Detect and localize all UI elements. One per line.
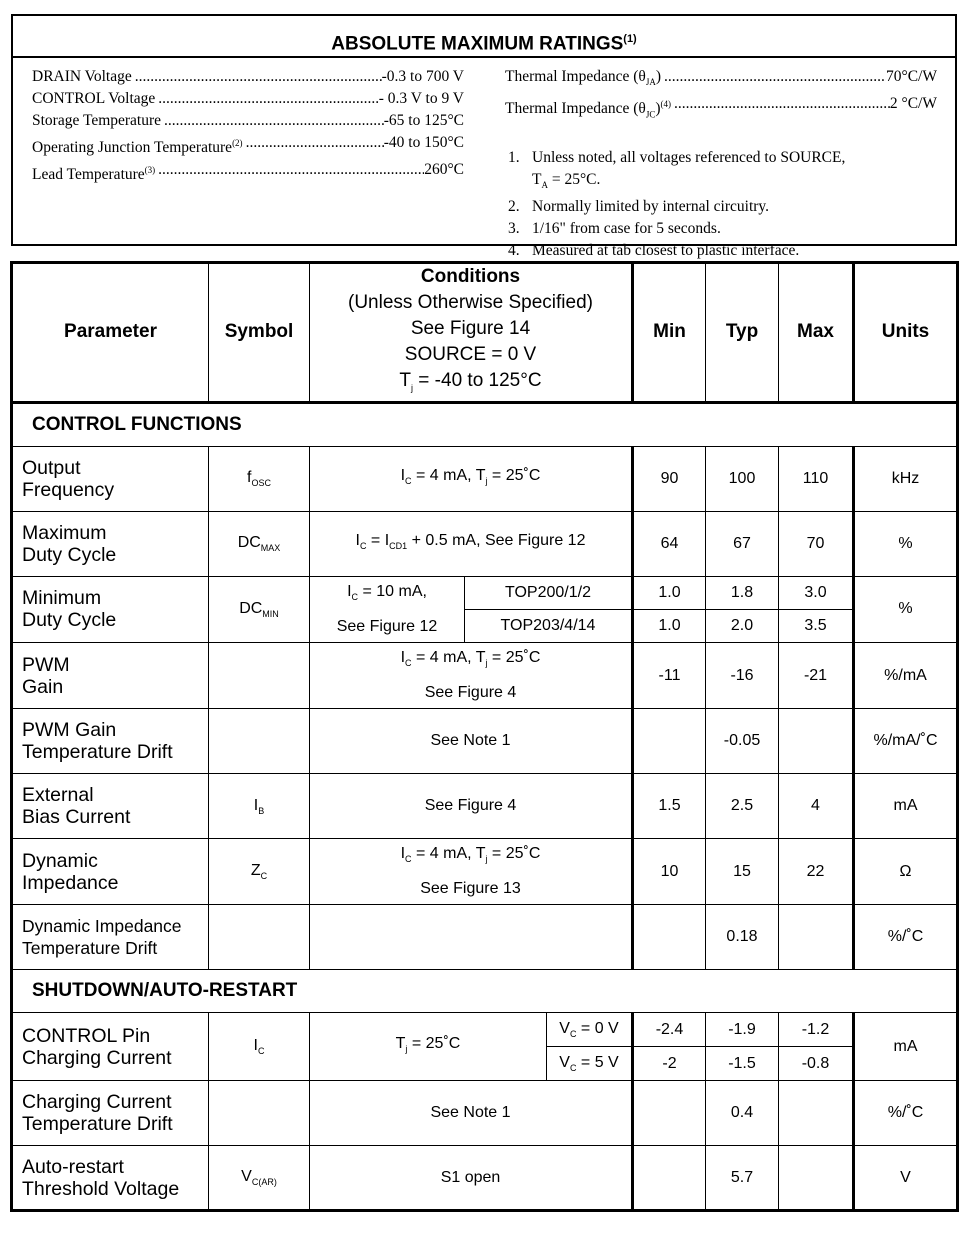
max-value: 4 xyxy=(779,774,854,839)
text: I xyxy=(253,796,259,814)
condition-line xyxy=(310,839,631,874)
rating-footnote-ref: (2) xyxy=(232,138,243,148)
units: %/˚C xyxy=(854,905,958,970)
condition-line xyxy=(310,678,631,708)
text: T xyxy=(532,171,542,189)
rating-item xyxy=(32,132,464,159)
text: Normally limited by internal circuitry. xyxy=(532,198,770,216)
text: ) xyxy=(655,100,661,118)
condition xyxy=(310,446,633,511)
text: I xyxy=(400,467,406,485)
typ-value: 0.4 xyxy=(706,1081,779,1146)
subscript: B xyxy=(258,805,265,816)
rating-value: -40 to 150°C xyxy=(383,134,464,151)
header-max: Max xyxy=(779,263,854,403)
condition-line xyxy=(310,577,464,612)
text: = 25°C. xyxy=(547,171,601,189)
rating-footnote-ref: (4) xyxy=(660,99,672,110)
text: + 0.5 mA, See Figure 12 xyxy=(407,532,586,550)
text: See Note 1 xyxy=(430,1104,511,1122)
min-value: 10 xyxy=(633,839,706,905)
text: = 4 mA, T xyxy=(411,648,486,666)
condition-line xyxy=(310,1163,631,1193)
units: %/mA xyxy=(854,642,958,708)
symbol xyxy=(209,642,310,708)
header-conditions-line xyxy=(310,316,631,342)
footnote xyxy=(505,240,937,262)
footnote-line xyxy=(532,218,721,240)
subscript: CD1 xyxy=(389,541,408,552)
units: %/mA/˚C xyxy=(854,709,958,774)
text: = 5 V xyxy=(576,1054,619,1072)
header-conditions xyxy=(310,263,633,403)
condition-line xyxy=(310,874,631,904)
parameter-line: Temperature Drift xyxy=(22,741,173,764)
text: TOP203/4/14 xyxy=(500,616,596,634)
rating-footnote-ref: (3) xyxy=(144,165,156,176)
min-value xyxy=(633,1081,706,1146)
table-row xyxy=(12,1146,958,1211)
footnote-text xyxy=(532,240,799,262)
text: f xyxy=(247,469,252,487)
typ-value: 2.5 xyxy=(706,774,779,839)
ratings-notes xyxy=(505,147,937,262)
parameter-name xyxy=(12,511,209,576)
parameter-name xyxy=(12,905,209,970)
subscript: C xyxy=(569,1063,577,1074)
rating-value: 260°C xyxy=(424,161,464,179)
min-value: 1.5 xyxy=(633,774,706,839)
parameter-line: External xyxy=(22,784,94,807)
min-value: -2.4 xyxy=(633,1013,706,1047)
max-value: 3.5 xyxy=(779,609,854,642)
subscript: C xyxy=(405,854,412,865)
text: See Figure 13 xyxy=(420,880,521,898)
rating-item xyxy=(32,110,464,132)
header-conditions-line xyxy=(310,368,631,401)
subscript: j xyxy=(485,658,488,669)
footnote-line xyxy=(532,169,845,196)
text: See Figure 4 xyxy=(424,797,517,815)
dot-leader xyxy=(671,93,890,125)
parameter-name xyxy=(12,446,209,511)
max-value xyxy=(779,1081,854,1146)
parameter-name xyxy=(12,1081,209,1146)
sub-condition xyxy=(465,576,633,609)
symbol xyxy=(209,709,310,774)
symbol xyxy=(209,576,310,642)
condition-line xyxy=(310,526,631,561)
text: I xyxy=(400,648,406,666)
footnote-line xyxy=(532,147,845,169)
parameter-line: Duty Cycle xyxy=(22,543,117,566)
units: % xyxy=(854,576,958,642)
parameter-name xyxy=(12,839,209,905)
dot-leader xyxy=(155,88,378,110)
text: = I xyxy=(366,532,390,550)
table-row xyxy=(12,709,958,774)
max-value: 3.0 xyxy=(779,576,854,609)
max-value xyxy=(779,709,854,774)
typ-value: 100 xyxy=(706,446,779,511)
footnote xyxy=(505,218,937,240)
subscript: C xyxy=(260,871,268,882)
typ-value: 5.7 xyxy=(706,1146,779,1211)
sub-condition xyxy=(547,1013,633,1047)
parameter-name xyxy=(12,774,209,839)
section-heading: CONTROL FUNCTIONS xyxy=(12,402,958,446)
footnote-line xyxy=(532,196,769,218)
parameter-line: Output xyxy=(22,456,81,479)
section-heading: SHUTDOWN/AUTO-RESTART xyxy=(12,970,958,1013)
table-header-row xyxy=(12,263,958,403)
table-row xyxy=(12,839,958,905)
min-value xyxy=(633,905,706,970)
subscript: j xyxy=(485,476,488,487)
parameter-name xyxy=(12,576,209,642)
subscript: JC xyxy=(645,109,656,120)
units: %/˚C xyxy=(854,1081,958,1146)
header-min: Min xyxy=(633,263,706,403)
parameter-line: Minimum xyxy=(22,587,102,610)
symbol xyxy=(209,446,310,511)
max-value: -1.2 xyxy=(779,1013,854,1047)
condition xyxy=(310,642,633,708)
min-value: 1.0 xyxy=(633,576,706,609)
text: = -40 to 125°C xyxy=(413,370,542,391)
symbol xyxy=(209,511,310,576)
footnote-line xyxy=(532,240,799,262)
parameter-line: Impedance xyxy=(22,871,119,894)
units: kHz xyxy=(854,446,958,511)
subscript: j xyxy=(411,382,414,393)
subscript: MIN xyxy=(262,608,279,619)
subscript: C xyxy=(569,1029,577,1040)
footnote xyxy=(505,196,937,218)
parameter-line: Bias Current xyxy=(22,806,131,829)
parameter-line: CONTROL Pin xyxy=(22,1024,151,1047)
text: T xyxy=(399,370,412,391)
text: See Note 1 xyxy=(430,732,511,750)
condition xyxy=(310,839,633,905)
header-typ: Typ xyxy=(706,263,779,403)
condition xyxy=(310,511,633,576)
parameter-name xyxy=(12,709,209,774)
rating-value: -0.3 to 700 V xyxy=(381,68,464,85)
rating-value: - 0.3 V to 9 V xyxy=(378,90,464,107)
text: DC xyxy=(237,534,261,552)
condition xyxy=(310,1013,547,1081)
text: V xyxy=(559,1020,570,1038)
absolute-maximum-ratings-box xyxy=(11,14,957,260)
parameter-line: Temperature Drift xyxy=(22,1113,173,1136)
header-conditions-line xyxy=(310,342,631,368)
max-value xyxy=(779,905,854,970)
max-value: 22 xyxy=(779,839,854,905)
max-value: 70 xyxy=(779,511,854,576)
table-row xyxy=(12,1013,958,1047)
min-value: 90 xyxy=(633,446,706,511)
text: = 25˚C xyxy=(487,648,541,666)
rating-value: 2 °C/W xyxy=(889,95,937,113)
footnote-number: 2. xyxy=(508,198,520,216)
text: Thermal Impedance (θ xyxy=(505,100,646,118)
subscript: OSC xyxy=(251,478,271,489)
dot-leader xyxy=(661,66,886,93)
dot-leader xyxy=(155,159,424,186)
subscript: C xyxy=(405,658,412,669)
subscript: C(AR) xyxy=(251,1177,277,1188)
ratings-right-column xyxy=(505,66,937,262)
text: I xyxy=(400,845,406,863)
text: See Figure 4 xyxy=(424,684,517,702)
header-parameter: Parameter xyxy=(12,263,209,403)
units: V xyxy=(854,1146,958,1211)
condition xyxy=(310,774,633,839)
condition xyxy=(310,1081,633,1146)
text: I xyxy=(355,532,360,550)
min-value xyxy=(633,709,706,774)
parameter-line: Charging Current xyxy=(22,1091,172,1114)
header-units: Units xyxy=(854,263,958,403)
text: DC xyxy=(239,599,263,617)
text: = 25˚C xyxy=(487,845,541,863)
rating-label: Storage Temperature xyxy=(32,112,162,129)
parameter-line: Threshold Voltage xyxy=(22,1177,180,1200)
units: Ω xyxy=(854,839,958,905)
symbol xyxy=(209,774,310,839)
footnote xyxy=(505,147,937,196)
text: 1/16" from case for 5 seconds. xyxy=(532,220,721,238)
text: = 0 V xyxy=(576,1020,619,1038)
text: S1 open xyxy=(440,1168,501,1186)
units: mA xyxy=(854,774,958,839)
symbol xyxy=(209,1081,310,1146)
text: = 10 mA, xyxy=(358,582,427,600)
dot-leader xyxy=(132,66,382,88)
parameter-line: PWM Gain xyxy=(22,719,117,742)
ratings-title-note: (1) xyxy=(623,33,637,45)
header-conditions-line xyxy=(310,290,631,316)
section-row xyxy=(12,402,958,446)
footnote-text xyxy=(532,196,769,218)
ratings-title-text: ABSOLUTE MAXIMUM RATINGS xyxy=(331,33,624,55)
table-row xyxy=(12,511,958,576)
footnote-number: 3. xyxy=(508,220,520,238)
parameter-name xyxy=(12,1146,209,1211)
subscript: C xyxy=(405,476,412,487)
text: See Figure 14 xyxy=(410,318,531,339)
condition-line xyxy=(310,643,631,678)
footnote-text xyxy=(532,218,721,240)
max-value: 110 xyxy=(779,446,854,511)
max-value: -21 xyxy=(779,642,854,708)
symbol xyxy=(209,839,310,905)
condition xyxy=(310,709,633,774)
parameter-line: Maximum xyxy=(22,521,107,544)
rating-item xyxy=(32,66,464,88)
table-row xyxy=(12,576,958,609)
units: % xyxy=(854,511,958,576)
ratings-left-column xyxy=(32,66,464,186)
subscript: j xyxy=(405,1044,408,1055)
condition-line xyxy=(310,791,631,821)
typ-value: 15 xyxy=(706,839,779,905)
typ-value: 0.18 xyxy=(706,905,779,970)
sub-condition xyxy=(465,609,633,642)
symbol xyxy=(209,905,310,970)
header-symbol: Symbol xyxy=(209,263,310,403)
rating-item xyxy=(32,88,464,110)
subscript: JA xyxy=(645,77,656,88)
parameter-line: Duty Cycle xyxy=(22,609,117,632)
parameter-line: Frequency xyxy=(22,478,115,501)
rating-label: Operating Junction Temperature$^{(2)}$ xyxy=(32,138,243,157)
parameter-line: PWM xyxy=(22,653,70,676)
table-row xyxy=(12,1081,958,1146)
parameter-name xyxy=(12,1013,209,1081)
condition-line xyxy=(310,1098,631,1128)
parameter-line: Temperature Drift xyxy=(22,938,158,959)
text: Thermal Impedance (θ xyxy=(505,68,646,85)
parameter-line: Gain xyxy=(22,675,64,698)
max-value xyxy=(779,1146,854,1211)
typ-value: 2.0 xyxy=(706,609,779,642)
text: = 25˚C xyxy=(487,467,541,485)
rating-item xyxy=(505,66,937,93)
table-row xyxy=(12,446,958,511)
text: Unless noted, all voltages referenced to SOURCE, xyxy=(532,149,846,167)
typ-value: 67 xyxy=(706,511,779,576)
rating-label xyxy=(505,93,671,125)
footnote-number: 4. xyxy=(508,242,520,260)
condition-line xyxy=(310,461,631,496)
condition xyxy=(310,1146,633,1211)
typ-value: -1.9 xyxy=(706,1013,779,1047)
rating-value: -65 to 125°C xyxy=(383,112,464,129)
subscript: C xyxy=(257,1046,265,1057)
symbol xyxy=(209,1013,310,1081)
rating-item xyxy=(32,159,464,186)
text: Measured at tab closest to plastic interface. xyxy=(532,242,800,260)
max-value: -0.8 xyxy=(779,1047,854,1081)
table-row xyxy=(12,905,958,970)
parameter-line: Dynamic Impedance xyxy=(22,916,182,937)
subscript: C xyxy=(351,591,359,602)
parameter-line: Charging Current xyxy=(22,1046,172,1069)
condition-line xyxy=(310,1029,546,1064)
typ-value: -0.05 xyxy=(706,709,779,774)
table-row xyxy=(12,642,958,708)
rating-label: DRAIN Voltage xyxy=(32,68,132,85)
text: See Figure 12 xyxy=(336,617,438,635)
text: = 4 mA, T xyxy=(411,467,486,485)
rating-label xyxy=(505,66,661,93)
footnote-number: 1. xyxy=(508,149,520,167)
min-value xyxy=(633,1146,706,1211)
min-value: -11 xyxy=(633,642,706,708)
subscript: C xyxy=(359,541,367,552)
units: mA xyxy=(854,1013,958,1081)
min-value: 64 xyxy=(633,511,706,576)
sub-condition xyxy=(547,1047,633,1081)
text: I xyxy=(253,1037,258,1055)
rating-item xyxy=(505,93,937,125)
subscript: A xyxy=(541,180,548,191)
footnote-text xyxy=(532,147,845,196)
rating-label: Lead Temperature$^{(3)}$ xyxy=(32,165,156,184)
text: TOP200/1/2 xyxy=(505,583,591,601)
text: Z xyxy=(250,862,261,880)
subscript: j xyxy=(485,854,488,865)
min-value: -2 xyxy=(633,1047,706,1081)
parameter-line: Auto-restart xyxy=(22,1155,124,1178)
text: V xyxy=(559,1054,570,1072)
dot-leader xyxy=(161,110,384,132)
text: ) xyxy=(655,68,662,85)
text: I xyxy=(347,582,352,600)
condition-line xyxy=(310,726,631,756)
header-conditions-title: Conditions xyxy=(420,266,521,287)
parameter-name xyxy=(12,642,209,708)
section-row xyxy=(12,970,958,1013)
condition xyxy=(310,905,633,970)
text: T xyxy=(395,1035,406,1053)
ratings-title xyxy=(13,16,955,58)
condition-line xyxy=(310,612,464,642)
typ-value: -1.5 xyxy=(706,1047,779,1081)
typ-value: 1.8 xyxy=(706,576,779,609)
table-row xyxy=(12,774,958,839)
rating-value: 70°C/W xyxy=(886,68,937,85)
rating-label: CONTROL Voltage xyxy=(32,90,156,107)
symbol xyxy=(209,1146,310,1211)
parameter-line: Dynamic xyxy=(22,849,98,872)
dot-leader xyxy=(243,132,384,159)
electrical-characteristics-table xyxy=(10,261,959,1212)
typ-value: -16 xyxy=(706,642,779,708)
text: = 4 mA, T xyxy=(411,845,486,863)
text: = 25˚C xyxy=(407,1035,461,1053)
subscript: MAX xyxy=(260,543,281,554)
text: SOURCE = 0 V xyxy=(404,344,537,365)
condition xyxy=(310,576,465,642)
min-value: 1.0 xyxy=(633,609,706,642)
text: (Unless Otherwise Specified) xyxy=(348,292,593,313)
text: V xyxy=(241,1168,252,1186)
